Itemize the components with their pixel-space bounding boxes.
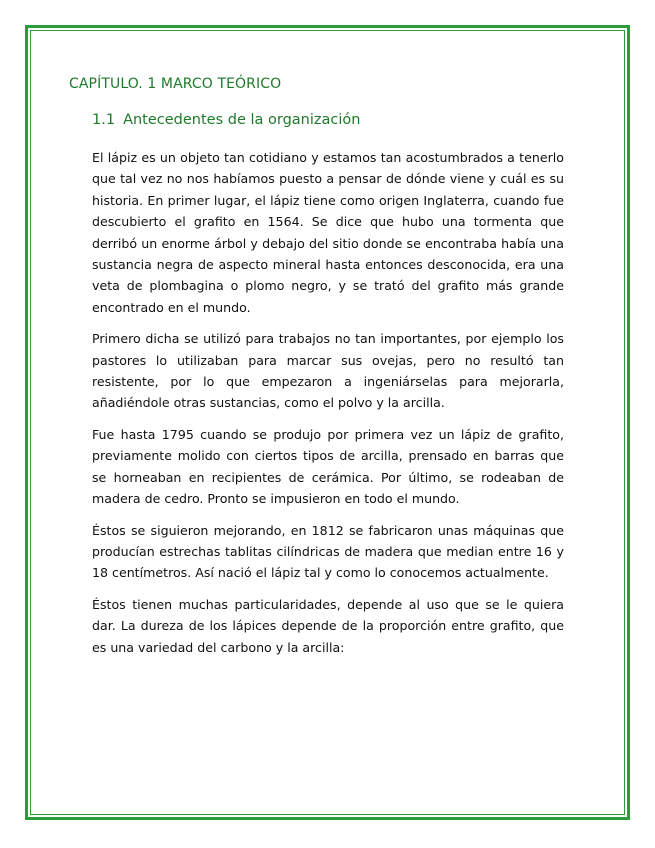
paragraph: Fue hasta 1795 cuando se produjo por primera vez un lápiz de grafito, previamente molido con ciertos tipos de arcilla, prensado en barras que se horneaban en recipientes de cerámica. Por último, se rodeaban de madera de cedro. Pronto se impusieron en todo el mundo. bbox=[92, 426, 564, 507]
section-heading bbox=[92, 112, 360, 128]
section-number: 1.1 bbox=[92, 112, 116, 128]
paragraph: Primero dicha se utilizó para trabajos no tan importantes, por ejemplo los pastores lo utilizaban para marcar sus ovejas, pero no resultó tan resistente, por lo que empezaron a ingeniárselas para mejorarla, añadiéndole otras sustancias, como el polvo y la arcilla. bbox=[92, 331, 564, 411]
paragraph: Éstos tienen muchas particularidades, depende al uso que se le quiera dar. La dureza de los lápices depende de la proporción entre grafito, que es una variedad del carbono y la arcilla: bbox=[92, 596, 564, 655]
chapter-title: CAPÍTULO. 1 MARCO TEÓRICO bbox=[69, 76, 282, 92]
paragraph: El lápiz es un objeto tan cotidiano y estamos tan acostumbrados a tenerlo que tal vez no nos habíamos puesto a pensar de dónde viene y cuál es su historia. En primer lugar, el lápiz tiene como origen Inglaterra, cuando fue descubierto el grafito en 1564. Se dice que hubo una tormenta que derribó un enorme árbol y debajo del sitio donde se encontraba había una sustancia negra de aspecto mineral hasta entonces desconocida, era una veta de plombagina o plomo negro, y se trató del grafito más grande encontrado en el mundo. bbox=[92, 150, 564, 315]
body-text bbox=[92, 147, 564, 668]
section-title: Antecedentes de la organización bbox=[123, 112, 361, 128]
paragraph: Éstos se siguieron mejorando, en 1812 se fabricaron unas máquinas que producían estrechas tablitas cilíndricas de madera que median entre 16 y 18 centímetros. Así nació el lápiz tal y como lo conocemos actualmente. bbox=[92, 522, 564, 581]
